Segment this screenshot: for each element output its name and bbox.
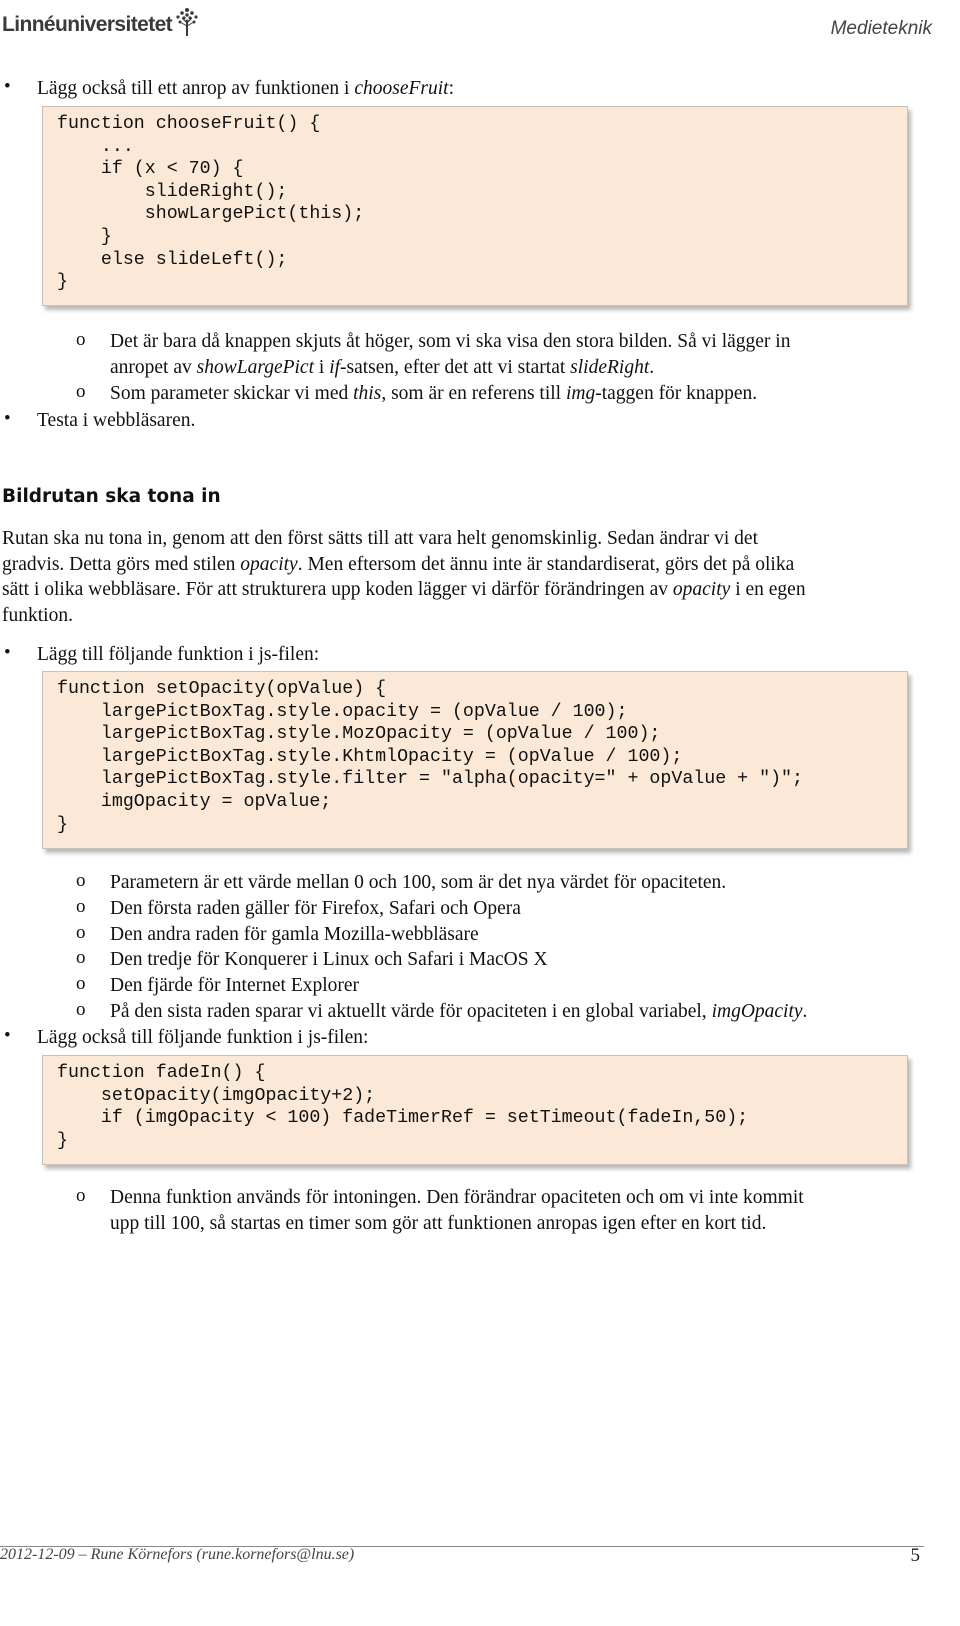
sub-bullet-marker: o bbox=[76, 947, 86, 968]
paragraph-line: funktion. bbox=[2, 605, 73, 626]
paragraph-line: sätt i olika webbläsare. För att strukturera upp koden lägger vi därför förändringen av opacity i en egen bbox=[2, 579, 806, 600]
sub-bullet-marker: o bbox=[76, 922, 86, 943]
sub-bullet-text: Som parameter skickar vi med this, som är en referens till img-taggen för knappen. bbox=[110, 383, 758, 404]
footer-author: 2012-12-09 – Rune Körnefors (rune.kornefors@lnu.se) bbox=[0, 1546, 355, 1563]
bullet-text: Testa i webbläsaren. bbox=[37, 410, 196, 431]
bullet-marker: • bbox=[4, 408, 11, 429]
page-number: 5 bbox=[910, 1545, 920, 1566]
section-heading: Bildrutan ska tona in bbox=[2, 486, 221, 507]
logo-text: Linnéuniversitetet bbox=[2, 13, 173, 36]
sub-bullet-text-cont: anropet av showLargePict i if-satsen, efter det att vi startat slideRight. bbox=[110, 357, 655, 378]
sub-bullet-marker: o bbox=[76, 896, 86, 917]
bullet-marker: • bbox=[4, 642, 11, 663]
sub-bullet-text-cont: upp till 100, så startas en timer som gör att funktionen anropas igen efter en kort tid. bbox=[110, 1213, 767, 1234]
sub-bullet-marker: o bbox=[76, 329, 86, 350]
sub-bullet-marker: o bbox=[76, 1185, 86, 1206]
sub-bullet-text: Den fjärde för Internet Explorer bbox=[110, 975, 360, 996]
tree-logo-icon bbox=[174, 7, 200, 37]
bullet-text: Lägg också till följande funktion i js-filen: bbox=[37, 1027, 369, 1048]
sub-bullet-text: På den sista raden sparar vi aktuellt värde för opaciteten i en global variabel, imgOpacity. bbox=[110, 1001, 808, 1022]
sub-bullet-text: Det är bara då knappen skjuts åt höger, som vi ska visa den stora bilden. Så vi lägger in bbox=[110, 331, 791, 352]
bullet-marker: • bbox=[4, 1025, 11, 1046]
course-name: Medieteknik bbox=[830, 18, 932, 39]
code-block-choosefruit bbox=[42, 106, 908, 306]
sub-bullet-marker: o bbox=[76, 870, 86, 891]
bullet-text: Lägg också till ett anrop av funktionen i chooseFruit: bbox=[37, 78, 454, 99]
bullet-text: Lägg till följande funktion i js-filen: bbox=[37, 644, 320, 665]
code-block-fadein bbox=[42, 1055, 908, 1165]
paragraph-line: gradvis. Detta görs med stilen opacity. Men eftersom det ännu inte är standardiserat, görs det på olika bbox=[2, 554, 795, 575]
paragraph-line: Rutan ska nu tona in, genom att den först sätts till att vara helt genomskinlig. Sedan ändrar vi det bbox=[2, 528, 759, 549]
code-text: function fadeIn() { setOpacity(imgOpacity+2); if (imgOpacity < 100) fadeTimerRef = setTimeout(fadeIn,50); } bbox=[57, 1063, 749, 1151]
bullet-marker: • bbox=[4, 76, 11, 97]
sub-bullet-marker: o bbox=[76, 973, 86, 994]
code-text: function chooseFruit() { ... if (x < 70) { slideRight(); showLargePict(this); } else slideLeft(); } bbox=[57, 114, 365, 293]
sub-bullet-text: Den första raden gäller för Firefox, Safari och Opera bbox=[110, 898, 521, 919]
sub-bullet-text: Parametern är ett värde mellan 0 och 100, som är det nya värdet för opaciteten. bbox=[110, 872, 727, 893]
sub-bullet-marker: o bbox=[76, 999, 86, 1020]
sub-bullet-text: Den tredje för Konquerer i Linux och Safari i MacOS X bbox=[110, 949, 548, 970]
university-logo bbox=[2, 8, 200, 42]
sub-bullet-text: Denna funktion används för intoningen. Den förändrar opaciteten och om vi inte kommit bbox=[110, 1187, 804, 1208]
code-block-setopacity bbox=[42, 671, 908, 849]
sub-bullet-marker: o bbox=[76, 381, 86, 402]
sub-bullet-text: Den andra raden för gamla Mozilla-webbläsare bbox=[110, 924, 479, 945]
code-text: function setOpacity(opValue) { largePictBoxTag.style.opacity = (opValue / 100); largePictBoxTag.style.MozOpacity = (opValue / 100); largePictBoxTag.style.KhtmlOpacity = (opValue / 100); largePictBoxTag.style.filter = "alpha(opacity=" + opValue + ")"; imgOpacity = opValue; } bbox=[57, 679, 803, 835]
